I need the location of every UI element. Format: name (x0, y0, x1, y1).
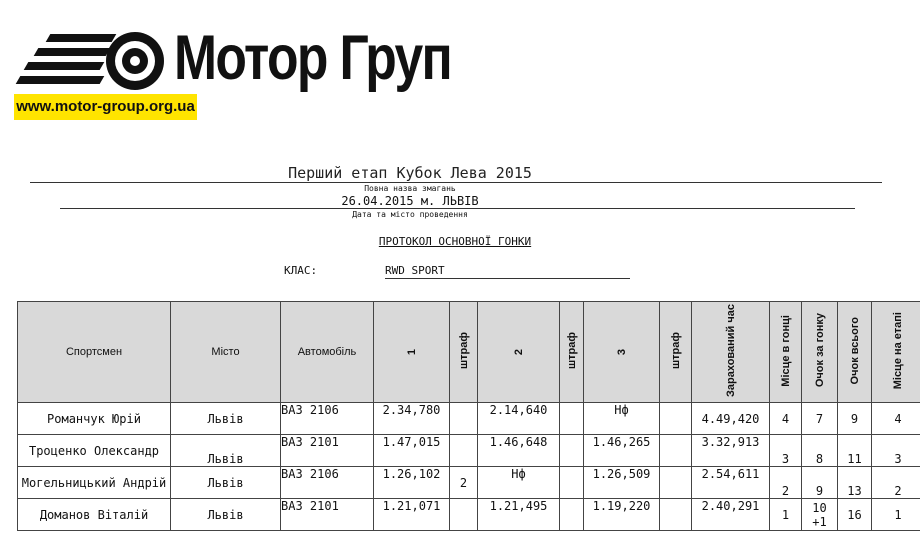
cell-points-total: 13 (838, 467, 872, 499)
cell-penalty2 (560, 467, 584, 499)
class-label: КЛАС: (284, 264, 318, 277)
cell-run1: 1.47,015 (374, 435, 450, 467)
col-city: Місто (171, 302, 281, 403)
cell-run1: 1.26,102 (374, 467, 450, 499)
cell-run2: 2.14,640 (478, 403, 560, 435)
protocol-title: ПРОТОКОЛ ОСНОВНОЇ ГОНКИ (378, 235, 532, 248)
cell-athlete: Доманов Віталій (18, 499, 171, 531)
col-place-stage: Місце на етапі (872, 302, 920, 403)
event-date-place: 26.04.2015 м. ЛЬВІВ (341, 194, 479, 208)
cell-points-race: 7 (802, 403, 838, 435)
table-header-row (18, 302, 920, 403)
logo-speed-stripe (24, 62, 105, 70)
cell-counted-time: 2.54,611 (692, 467, 770, 499)
cell-run1: 2.34,780 (374, 403, 450, 435)
motor-group-logo (14, 23, 484, 124)
cell-penalty3 (660, 435, 692, 467)
cell-penalty3 (660, 403, 692, 435)
col-athlete: Спортсмен (18, 302, 171, 403)
table-row (18, 403, 920, 435)
cell-counted-time: 3.32,913 (692, 435, 770, 467)
col-place-race: Місце в гонці (770, 302, 802, 403)
event-title: Перший етап Кубок Лева 2015 (288, 164, 532, 182)
cell-place-race: 3 (770, 435, 802, 467)
table-row (18, 499, 920, 531)
cell-car: ВАЗ 2106 (281, 403, 374, 435)
cell-points-race: 9 (802, 467, 838, 499)
cell-points-total: 16 (838, 499, 872, 531)
cell-place-stage: 1 (872, 499, 920, 531)
table-row (18, 467, 920, 499)
cell-car: ВАЗ 2101 (281, 435, 374, 467)
logo-speed-stripe (34, 48, 111, 56)
cell-penalty2 (560, 435, 584, 467)
cell-penalty2 (560, 403, 584, 435)
cell-run2: Нф (478, 467, 560, 499)
col-points-total: Очок всього (838, 302, 872, 403)
col-run3: 3 (584, 302, 660, 403)
cell-city: Львів (171, 499, 281, 531)
col-counted-time: Зарахований час (692, 302, 770, 403)
cell-run2: 1.21,495 (478, 499, 560, 531)
brand-name: Мотор Груп (174, 23, 452, 93)
cell-athlete: Романчук Юрій (18, 403, 171, 435)
results-table (17, 301, 920, 531)
cell-run3: 1.19,220 (584, 499, 660, 531)
cell-run3: 1.26,509 (584, 467, 660, 499)
cell-city: Львів (171, 435, 281, 467)
col-run2: 2 (478, 302, 560, 403)
cell-place-race: 2 (770, 467, 802, 499)
wheel-icon (106, 32, 164, 90)
cell-car: ВАЗ 2101 (281, 499, 374, 531)
cell-place-stage: 3 (872, 435, 920, 467)
col-penalty3: штраф (660, 302, 692, 403)
cell-points-total: 9 (838, 403, 872, 435)
cell-place-race: 1 (770, 499, 802, 531)
divider (60, 208, 855, 209)
cell-city: Львів (171, 467, 281, 499)
col-penalty2: штраф (560, 302, 584, 403)
table-row (18, 435, 920, 467)
col-run1: 1 (374, 302, 450, 403)
logo-speed-stripe (46, 34, 117, 42)
event-date-caption: Дата та місто проведення (352, 210, 468, 219)
cell-run3: Нф (584, 403, 660, 435)
class-value: RWD SPORT (385, 264, 445, 277)
cell-points-total: 11 (838, 435, 872, 467)
cell-penalty3 (660, 499, 692, 531)
cell-points-race: 8 (802, 435, 838, 467)
cell-run1: 1.21,071 (374, 499, 450, 531)
cell-points-race: 10 +1 (802, 499, 838, 531)
cell-place-race: 4 (770, 403, 802, 435)
cell-penalty3 (660, 467, 692, 499)
event-title-caption: Повна назва змагань (364, 184, 456, 193)
col-penalty1: штраф (450, 302, 478, 403)
col-points-race: Очок за гонку (802, 302, 838, 403)
website-url[interactable]: www.motor-group.org.ua (14, 94, 197, 120)
cell-penalty1 (450, 499, 478, 531)
cell-counted-time: 2.40,291 (692, 499, 770, 531)
cell-penalty1 (450, 435, 478, 467)
cell-place-stage: 4 (872, 403, 920, 435)
cell-penalty1 (450, 403, 478, 435)
cell-city: Львів (171, 403, 281, 435)
col-car: Автомобіль (281, 302, 374, 403)
cell-athlete: Могельницький Андрій (18, 467, 171, 499)
cell-run3: 1.46,265 (584, 435, 660, 467)
cell-penalty2 (560, 499, 584, 531)
cell-place-stage: 2 (872, 467, 920, 499)
cell-penalty1: 2 (450, 467, 478, 499)
cell-car: ВАЗ 2106 (281, 467, 374, 499)
class-underline (385, 278, 630, 279)
logo-speed-stripe (16, 76, 105, 84)
divider (30, 182, 882, 183)
cell-counted-time: 4.49,420 (692, 403, 770, 435)
cell-athlete: Троценко Олександр (18, 435, 171, 467)
cell-run2: 1.46,648 (478, 435, 560, 467)
